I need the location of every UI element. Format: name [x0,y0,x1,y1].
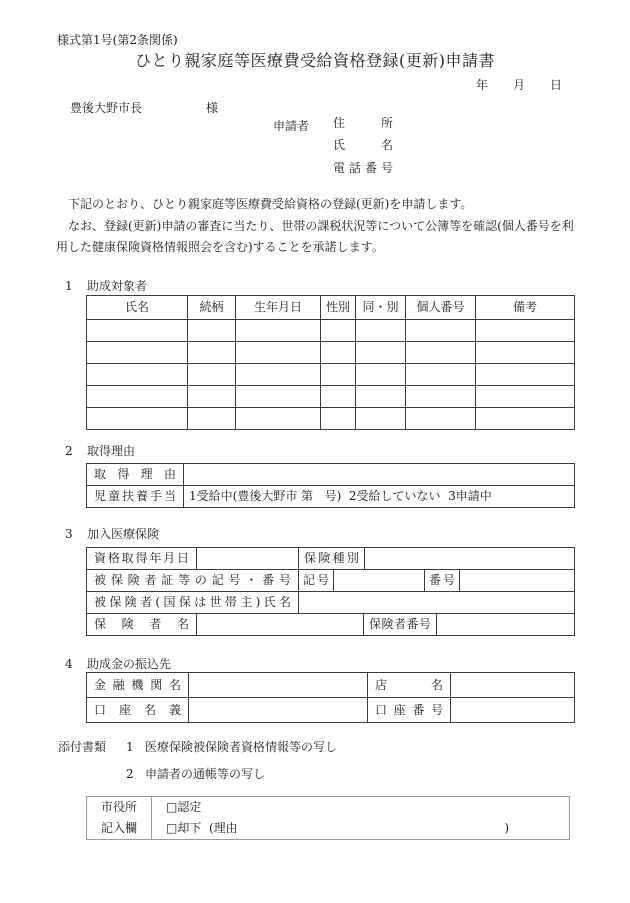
branch-name-label: 店名 [367,673,450,697]
section3-number: 3 [65,527,73,541]
acquisition-reason-row [87,464,574,485]
empty-cell [475,320,574,341]
attachments-label: 添付書類 [58,740,107,754]
attachment-number: 1 [126,740,134,754]
empty-cell [355,342,405,363]
section1-number: 1 [65,279,73,293]
section2-heading [65,441,135,461]
reject-checkbox-text: □却下 (理由 [166,821,238,835]
approve-checkbox-line: □認定 [166,800,202,814]
col-header-sex: 性別 [320,296,355,319]
empty-cell [355,408,405,429]
reject-checkbox-line [166,818,569,839]
account-holder-value-cell [188,698,367,722]
empty-cell [320,386,355,407]
insurer-number-label: 保険者番号 [363,614,436,635]
symbol-value-cell [333,570,424,591]
col-header-same-separate: 同・別 [355,296,405,319]
section2-title: 取得理由 [87,444,136,458]
insured-person-value-cell [298,592,574,613]
insurer-row [87,613,574,635]
number-label: 番号 [424,570,459,591]
empty-cell [475,408,574,429]
section3-title: 加入医療保険 [87,527,160,541]
empty-cell [187,342,235,363]
insurer-number-value-cell [436,614,574,635]
empty-cell [405,364,475,385]
applicant-fields [333,112,393,179]
symbol-label: 記号 [298,570,333,591]
section4-heading [65,654,171,674]
bank-name-label: 金融機関名 [94,678,181,692]
account-number-value-cell [450,698,574,722]
insured-person-label: 被保険者(国保は世帯主)氏名 [94,595,291,609]
empty-cell [235,408,320,429]
beneficiary-table [86,295,575,430]
page-title: ひとり親家庭等医療費受給資格登録(更新)申請書 [135,51,495,70]
empty-cell [405,408,475,429]
acquisition-reason-value-cell [183,464,574,485]
child-allowance-row [87,485,574,507]
col-header-birthdate: 生年月日 [235,296,320,319]
declaration-sentence-1: 下記のとおり、ひとり親家庭等医療費受給資格の登録(更新)を申請します。 [68,197,473,211]
attachment-item [58,737,337,757]
section4-title: 助成金の振込先 [87,657,172,671]
empty-cell [87,342,187,363]
empty-cell [355,386,405,407]
attachment-item [58,764,337,784]
branch-name-value-cell [450,673,574,697]
empty-cell [87,386,187,407]
col-header-remarks: 備考 [475,296,574,319]
col-header-name: 氏名 [124,300,149,314]
empty-cell [235,364,320,385]
empty-cell [475,364,574,385]
empty-cell [87,408,187,429]
attachments-list [58,737,337,791]
acquisition-reason-table [86,463,575,508]
city-office-box [86,796,570,840]
bank-name-value-cell [188,673,367,697]
acquisition-reason-label: 取得理由 [94,467,176,481]
account-number-label: 口座番号 [367,698,450,722]
qualification-date-row [87,548,574,569]
beneficiary-header-row [87,296,574,319]
empty-cell [187,320,235,341]
attachment-text: 申請者の通帳等の写し [145,767,266,781]
empty-cell [235,386,320,407]
empty-cell [405,342,475,363]
applicant-address-label: 住所 [333,116,393,130]
city-office-content-cell [151,797,569,839]
attachment-number: 2 [126,767,134,781]
child-allowance-label: 児童扶養手当 [94,489,176,503]
insurance-type-value-cell [364,548,574,569]
city-office-label-line1: 市役所 [100,800,137,814]
empty-cell [87,320,187,341]
attachment-text: 医療保険被保険者資格情報等の写し [145,740,338,754]
section3-heading [65,524,159,544]
declaration-paragraph [56,194,580,259]
empty-cell [235,342,320,363]
qualification-date-value-cell [196,548,298,569]
addressee-honorific: 様 [206,101,219,115]
date-labels: 年月日 [476,78,562,92]
city-office-label-cell [87,797,151,839]
empty-cell [87,364,187,385]
child-allowance-options: 1受給中(豊後大野市 第 号) 2受給していない 3申請中 [183,486,574,507]
insurance-type-label: 保険種別 [298,548,364,569]
bank-transfer-table [86,672,575,723]
reject-close-paren: ) [504,821,509,835]
empty-cell [235,320,320,341]
declaration-sentence-2: なお、登録(更新)申請の審査に当たり、世帯の課税状況等について公簿等を確認(個人番号を利用した健康保険資格情報照会を含む)することを承諾します。 [56,218,574,255]
city-office-label-line2: 記入欄 [100,821,137,835]
addressee-name: 豊後大野市長 [70,101,143,115]
applicant-name-label: 氏名 [333,138,393,153]
section1-title: 助成対象者 [87,279,148,293]
empty-cell [320,342,355,363]
applicant-phone-label: 電話番号 [333,160,393,175]
number-value-cell [459,570,574,591]
qualification-date-label: 資格取得年月日 [94,551,189,565]
empty-cell [355,364,405,385]
beneficiary-row [87,385,574,407]
empty-cell [320,364,355,385]
form-number-note: 様式第1号(第2条関係) [57,33,178,47]
beneficiary-row [87,341,574,363]
empty-cell [320,320,355,341]
empty-cell [475,386,574,407]
empty-cell [355,320,405,341]
insured-card-row [87,569,574,591]
section2-number: 2 [65,444,73,458]
insurer-name-value-cell [196,614,363,635]
account-row [87,697,574,722]
insured-card-label: 被保険者証等の記号・番号 [94,573,291,587]
empty-cell [405,320,475,341]
addressee-line [70,101,218,116]
empty-cell [405,386,475,407]
col-header-personal-number: 個人番号 [405,296,475,319]
city-office-row [87,797,569,839]
empty-cell [187,386,235,407]
empty-cell [187,408,235,429]
bank-row [87,673,574,697]
beneficiary-row [87,407,574,429]
insured-person-row [87,591,574,613]
beneficiary-row [87,319,574,341]
account-holder-label: 口座名義 [94,703,181,717]
empty-cell [475,342,574,363]
col-header-relationship: 続柄 [187,296,235,319]
applicant-label: 申請者 [273,119,310,133]
empty-cell [320,408,355,429]
insurer-name-label: 保険者名 [94,617,189,631]
section1-heading [65,276,147,296]
medical-insurance-table [86,547,575,636]
section4-number: 4 [65,657,73,671]
empty-cell [187,364,235,385]
beneficiary-row [87,363,574,385]
attachments-label-spacer [58,764,126,784]
